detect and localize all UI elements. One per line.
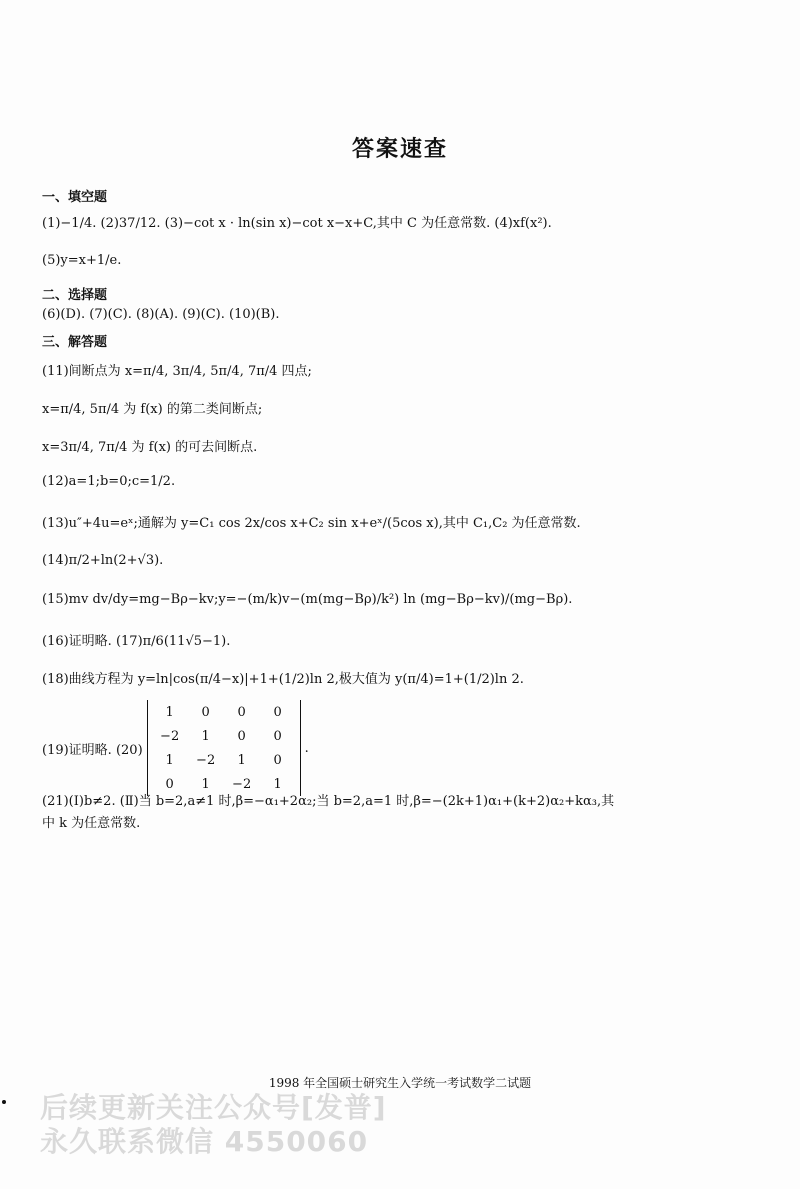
matrix-cell: 0 bbox=[201, 704, 210, 720]
answer-16-17: (16)证明略. (17)π/6(11√5−1). bbox=[42, 634, 231, 649]
section-fill-blank: 一、填空题 bbox=[42, 190, 108, 205]
page-title: 答案速查 bbox=[351, 137, 448, 162]
answer-19-20: (19)证明略. (20) bbox=[42, 742, 143, 758]
matrix-cell: 0 bbox=[165, 776, 174, 792]
matrix-cell: 1 bbox=[273, 776, 282, 792]
answer-19-20-row: (19)证明略. (20) 1 0 0 0 −2 1 0 0 1 −2 1 0 0 1 −2 1 . bbox=[42, 700, 309, 796]
answer-line-5: (5)y=x+1/e. bbox=[42, 253, 122, 268]
matrix-cell: −2 bbox=[196, 752, 216, 768]
section-choice: 二、选择题 bbox=[42, 288, 108, 303]
matrix-cell: 0 bbox=[273, 752, 282, 768]
answer-15: (15)mv dv/dy=mg−Bρ−kv;y=−(m/k)v−(m(mg−Bρ)/k²) ln (mg−Bρ−kv)/(mg−Bρ). bbox=[42, 592, 573, 607]
matrix-cell: 1 bbox=[201, 776, 210, 792]
matrix-cell: 1 bbox=[165, 752, 174, 768]
matrix-cell: 1 bbox=[201, 728, 210, 744]
watermark-line-2: 永久联系微信 4550060 bbox=[40, 1125, 369, 1158]
matrix-cell: 0 bbox=[237, 728, 246, 744]
answer-line-6-10: (6)(D). (7)(C). (8)(A). (9)(C). (10)(B). bbox=[42, 307, 280, 322]
answer-18: (18)曲线方程为 y=ln|cos(π/4−x)|+1+(1/2)ln 2,极大值为 y(π/4)=1+(1/2)ln 2. bbox=[42, 672, 524, 687]
matrix-row bbox=[152, 700, 296, 724]
page-footer: 1998 年全国硕士研究生入学统一考试数学二试题 bbox=[268, 1076, 532, 1090]
matrix-cell: 1 bbox=[165, 704, 174, 720]
matrix-cell: 0 bbox=[273, 704, 282, 720]
stray-dot bbox=[2, 1100, 6, 1104]
answer-14: (14)π/2+ln(2+√3). bbox=[42, 553, 164, 568]
answer-11-b: x=π/4, 5π/4 为 f(x) 的第二类间断点; bbox=[42, 402, 263, 417]
answer-12: (12)a=1;b=0;c=1/2. bbox=[42, 474, 176, 489]
answer-21-a: (21)(Ⅰ)b≠2. (Ⅱ)当 b=2,a≠1 时,β=−α₁+2α₂;当 b=2,a=1 时,β=−(2k+1)α₁+(k+2)α₂+kα₃,其 bbox=[42, 794, 615, 809]
answer-20-matrix bbox=[147, 700, 301, 796]
matrix-row bbox=[152, 748, 296, 772]
answer-line-1-4: (1)−1/4. (2)37/12. (3)−cot x · ln(sin x)−cot x−x+C,其中 C 为任意常数. (4)xf(x²). bbox=[42, 216, 552, 231]
section-solve: 三、解答题 bbox=[42, 335, 108, 350]
answer-11-c: x=3π/4, 7π/4 为 f(x) 的可去间断点. bbox=[42, 440, 258, 455]
answer-11-a: (11)间断点为 x=π/4, 3π/4, 5π/4, 7π/4 四点; bbox=[42, 364, 312, 379]
watermark-line-1: 后续更新关注公众号[发普] bbox=[40, 1091, 387, 1124]
answer-13: (13)u″+4u=eˣ;通解为 y=C₁ cos 2x/cos x+C₂ sin x+eˣ/(5cos x),其中 C₁,C₂ 为任意常数. bbox=[42, 516, 581, 531]
matrix-cell: −2 bbox=[232, 776, 252, 792]
answer-21-b: 中 k 为任意常数. bbox=[42, 816, 141, 831]
matrix-cell: 0 bbox=[273, 728, 282, 744]
matrix-cell: 0 bbox=[237, 704, 246, 720]
matrix-row bbox=[152, 724, 296, 748]
matrix-cell: −2 bbox=[160, 728, 180, 744]
matrix-cell: 1 bbox=[237, 752, 246, 768]
